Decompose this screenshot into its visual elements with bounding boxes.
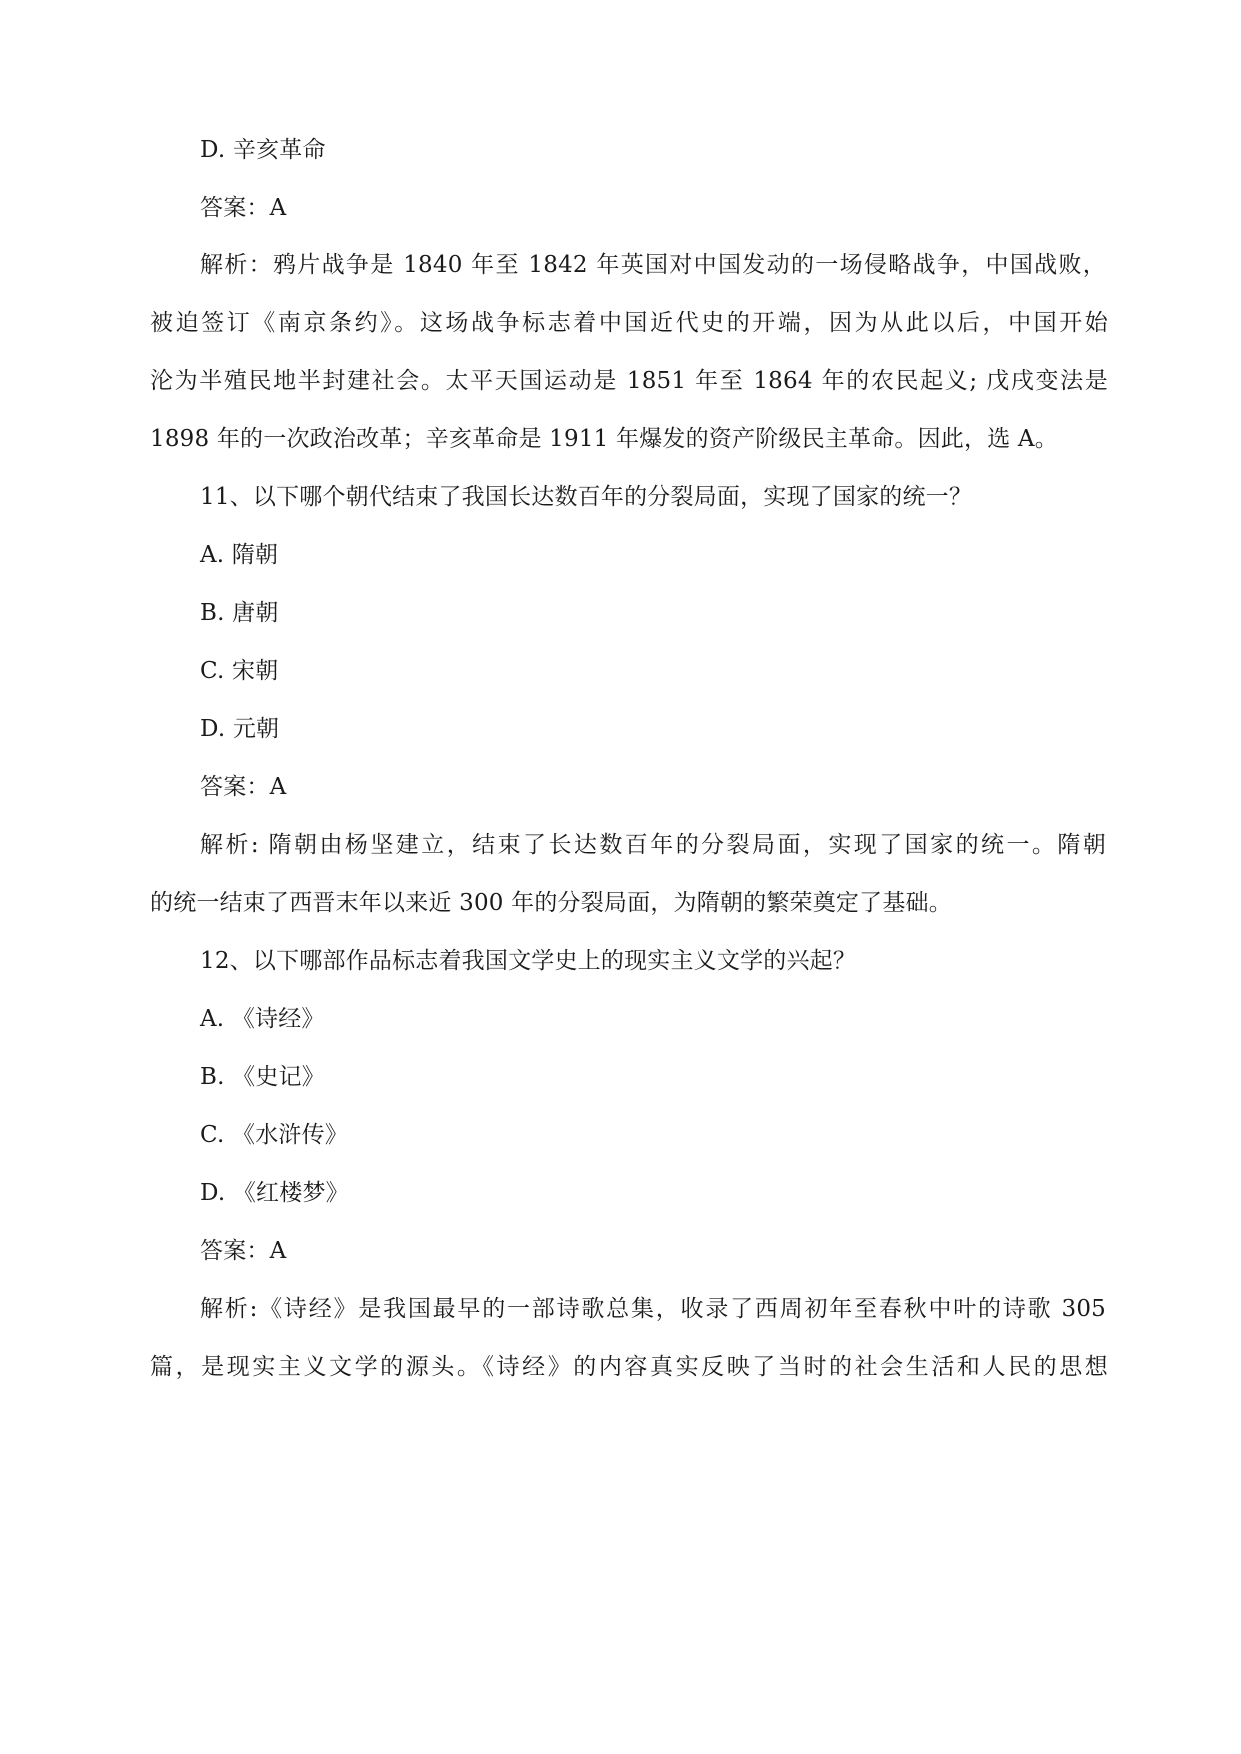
q12-explanation-line-1: 解析:《诗经》是我国最早的一部诗歌总集，收录了西周初年至春秋中叶的诗歌 305: [200, 1296, 1106, 1322]
question-11: 11、以下哪个朝代结束了我国长达数百年的分裂局面，实现了国家的统一？: [200, 484, 973, 510]
option-d-prev: D. 辛亥革命: [200, 137, 326, 163]
explanation-prev-line-3: 沦为半殖民地半封建社会。太平天国运动是 1851 年至 1864 年的农民起义; 戊戌变法是: [150, 368, 1108, 394]
q11-option-c: C. 宋朝: [200, 658, 279, 684]
answer-prev: 答案：A: [200, 195, 287, 221]
question-12: 12、以下哪部作品标志着我国文学史上的现实主义文学的兴起？: [200, 948, 857, 974]
q11-explanation-line-1: 解析: 隋朝由杨坚建立，结束了长达数百年的分裂局面，实现了国家的统一。隋朝: [200, 832, 1106, 858]
q12-option-a: A. 《诗经》: [200, 1006, 325, 1032]
q11-option-a: A. 隋朝: [200, 542, 279, 568]
q12-option-d: D. 《红楼梦》: [200, 1180, 349, 1206]
q12-option-c: C. 《水浒传》: [200, 1122, 349, 1148]
explanation-prev-line-1: 解析：鸦片战争是 1840 年至 1842 年英国对中国发动的一场侵略战争，中国战败，: [200, 252, 1106, 278]
q11-option-b: B. 唐朝: [200, 600, 279, 626]
q11-explanation-line-2: 的统一结束了西晋末年以来近 300 年的分裂局面，为隋朝的繁荣奠定了基础。: [150, 890, 952, 916]
explanation-prev-line-2: 被迫签订《南京条约》。这场战争标志着中国近代史的开端，因为从此以后，中国开始: [150, 310, 1108, 336]
q11-answer: 答案：A: [200, 774, 287, 800]
q12-answer: 答案：A: [200, 1238, 287, 1264]
explanation-prev-line-4: 1898 年的一次政治改革；辛亥革命是 1911 年爆发的资产阶级民主革命。因此，选 A。: [150, 426, 1058, 452]
q12-option-b: B. 《史记》: [200, 1064, 325, 1090]
q12-explanation-line-2: 篇，是现实主义文学的源头。《诗经》的内容真实反映了当时的社会生活和人民的思想: [150, 1354, 1108, 1380]
q11-option-d: D. 元朝: [200, 716, 280, 742]
